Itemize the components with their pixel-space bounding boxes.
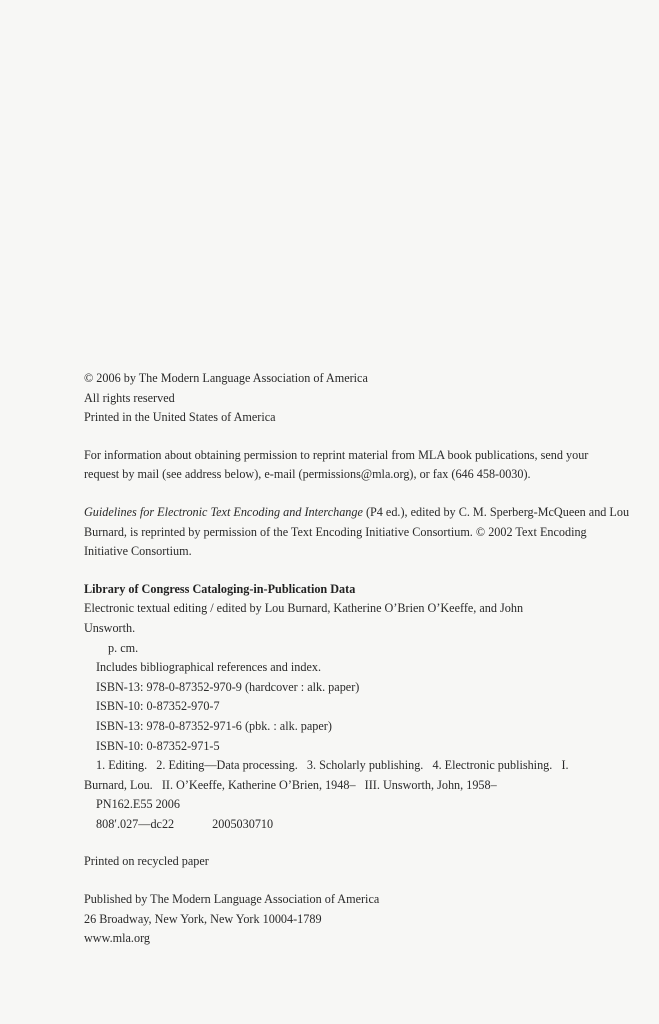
copyright-block <box>84 369 629 428</box>
cip-isbn-4: ISBN-10: 0-87352-971-5 <box>96 738 220 753</box>
cip-isbn-3: ISBN-13: 978-0-87352-971-6 (pbk. : alk. paper) <box>96 718 332 733</box>
cip-subjects-line-2: Burnard, Lou. II. O’Keeffe, Katherine O’Brien, 1948– III. Unsworth, John, 1958– <box>84 777 497 792</box>
recycled-line: Printed on recycled paper <box>84 854 209 869</box>
permissions-line-2: request by mail (see address below), e-mail (permissions@mla.org), or fax (646 458-0030). <box>84 467 531 482</box>
guidelines-title: Guidelines for Electronic Text Encoding and Interchange <box>84 504 363 519</box>
cip-pcm: p. cm. <box>108 640 139 655</box>
publisher-address: 26 Broadway, New York, New York 10004-1789 <box>84 911 322 926</box>
permissions-block <box>84 446 629 485</box>
guidelines-line-2: Burnard, is reprinted by permission of the Text Encoding Initiative Consortium. © 2002 Text Encoding <box>84 524 587 539</box>
guidelines-line-1 <box>84 503 629 523</box>
cip-isbn-2: ISBN-10: 0-87352-970-7 <box>96 699 220 714</box>
permissions-line-1: For information about obtaining permission to reprint material from MLA book publications, send your <box>84 447 589 462</box>
recycled-block <box>84 852 629 872</box>
cip-heading: Library of Congress Cataloging-in-Publication Data <box>84 581 356 596</box>
cip-block <box>84 580 629 835</box>
copyright-page <box>84 369 629 967</box>
cip-title-line-2: Unsworth. <box>84 620 136 635</box>
cip-lccn: 2005030710 <box>212 816 274 831</box>
copyright-line: © 2006 by The Modern Language Association of America <box>84 371 368 385</box>
printed-in-line: Printed in the United States of America <box>84 410 276 425</box>
publisher-line: Published by The Modern Language Association of America <box>84 892 380 907</box>
cip-subjects-line-1: 1. Editing. 2. Editing—Data processing. 3. Scholarly publishing. 4. Electronic publishing. I. <box>96 758 569 773</box>
cip-title-line-1: Electronic textual editing / edited by Lou Burnard, Katherine O’Brien O’Keeffe, and John <box>84 601 524 616</box>
cip-dewey: 808′.027—dc22 <box>96 816 175 831</box>
guidelines-block <box>84 503 629 562</box>
cip-call-number: PN162.E55 2006 <box>96 797 180 812</box>
cip-includes: Includes bibliographical references and index. <box>96 660 322 675</box>
rights-line: All rights reserved <box>84 390 175 405</box>
guidelines-line-3: Initiative Consortium. <box>84 544 192 559</box>
cip-dewey-lccn <box>84 815 629 835</box>
guidelines-line-1-rest: (P4 ed.), edited by C. M. Sperberg-McQueen and Lou <box>362 504 630 519</box>
publisher-website: www.mla.org <box>84 931 151 946</box>
publisher-block <box>84 890 629 949</box>
cip-isbn-1: ISBN-13: 978-0-87352-970-9 (hardcover : alk. paper) <box>96 679 360 694</box>
